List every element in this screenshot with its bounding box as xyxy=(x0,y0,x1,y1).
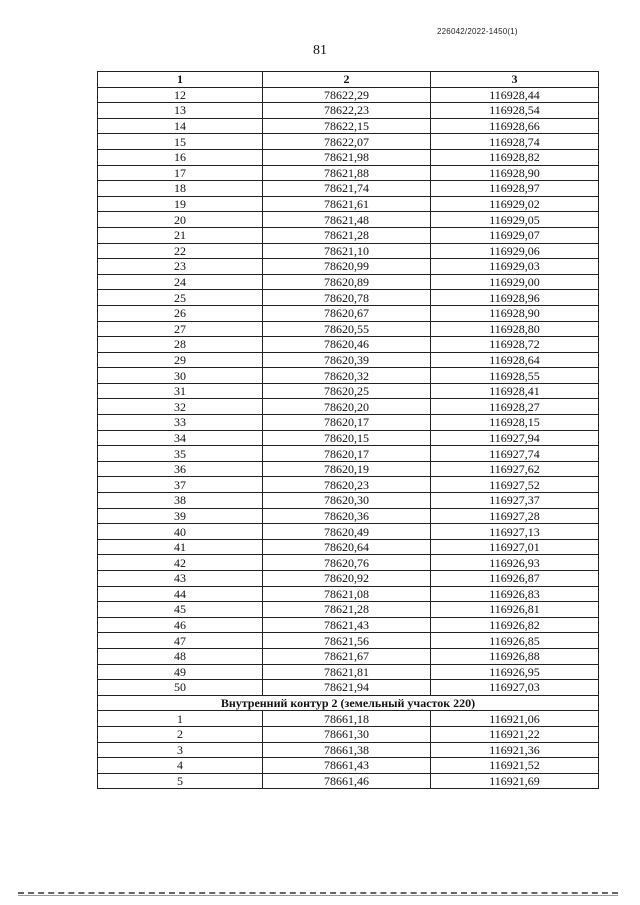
table-row xyxy=(98,227,599,243)
point-number-cell: 16 xyxy=(98,149,263,165)
x-coordinate-cell: 78621,28 xyxy=(263,602,431,618)
table-row xyxy=(98,87,599,103)
y-coordinate-cell: 116928,72 xyxy=(431,337,599,353)
column-header-point: 1 xyxy=(98,72,263,88)
point-number-cell: 48 xyxy=(98,648,263,664)
table-row xyxy=(98,648,599,664)
y-coordinate-cell: 116921,36 xyxy=(431,742,599,758)
table-row xyxy=(98,415,599,431)
y-coordinate-cell: 116929,02 xyxy=(431,196,599,212)
table-row xyxy=(98,368,599,384)
table-row xyxy=(98,742,599,758)
y-coordinate-cell: 116926,88 xyxy=(431,648,599,664)
table-row xyxy=(98,103,599,119)
y-coordinate-cell: 116927,94 xyxy=(431,430,599,446)
table-row xyxy=(98,305,599,321)
point-number-cell: 50 xyxy=(98,680,263,696)
y-coordinate-cell: 116929,06 xyxy=(431,243,599,259)
table-row xyxy=(98,711,599,727)
table-row xyxy=(98,493,599,509)
y-coordinate-cell: 116926,87 xyxy=(431,571,599,587)
x-coordinate-cell: 78620,17 xyxy=(263,446,431,462)
x-coordinate-cell: 78620,78 xyxy=(263,290,431,306)
y-coordinate-cell: 116928,66 xyxy=(431,118,599,134)
y-coordinate-cell: 116928,82 xyxy=(431,149,599,165)
table-row xyxy=(98,196,599,212)
column-header-y: 3 xyxy=(431,72,599,88)
x-coordinate-cell: 78620,64 xyxy=(263,539,431,555)
point-number-cell: 25 xyxy=(98,290,263,306)
y-coordinate-cell: 116921,22 xyxy=(431,726,599,742)
x-coordinate-cell: 78661,18 xyxy=(263,711,431,727)
table-row xyxy=(98,243,599,259)
x-coordinate-cell: 78621,74 xyxy=(263,181,431,197)
x-coordinate-cell: 78621,94 xyxy=(263,680,431,696)
point-number-cell: 34 xyxy=(98,430,263,446)
point-number-cell: 31 xyxy=(98,383,263,399)
y-coordinate-cell: 116927,37 xyxy=(431,493,599,509)
table-row xyxy=(98,602,599,618)
point-number-cell: 35 xyxy=(98,446,263,462)
point-number-cell: 44 xyxy=(98,586,263,602)
x-coordinate-cell: 78622,23 xyxy=(263,103,431,119)
point-number-cell: 47 xyxy=(98,633,263,649)
point-number-cell: 29 xyxy=(98,352,263,368)
y-coordinate-cell: 116928,90 xyxy=(431,305,599,321)
table-row xyxy=(98,680,599,696)
x-coordinate-cell: 78620,32 xyxy=(263,368,431,384)
point-number-cell: 3 xyxy=(98,742,263,758)
point-number-cell: 39 xyxy=(98,508,263,524)
y-coordinate-cell: 116926,82 xyxy=(431,617,599,633)
x-coordinate-cell: 78620,20 xyxy=(263,399,431,415)
point-number-cell: 49 xyxy=(98,664,263,680)
y-coordinate-cell: 116927,52 xyxy=(431,477,599,493)
y-coordinate-cell: 116927,03 xyxy=(431,680,599,696)
point-number-cell: 46 xyxy=(98,617,263,633)
x-coordinate-cell: 78620,25 xyxy=(263,383,431,399)
table-row xyxy=(98,758,599,774)
document-number: 226042/2022-1450(1) xyxy=(437,27,518,36)
x-coordinate-cell: 78622,15 xyxy=(263,118,431,134)
point-number-cell: 30 xyxy=(98,368,263,384)
point-number-cell: 20 xyxy=(98,212,263,228)
table-row xyxy=(98,274,599,290)
x-coordinate-cell: 78621,48 xyxy=(263,212,431,228)
x-coordinate-cell: 78620,39 xyxy=(263,352,431,368)
coordinates-table xyxy=(97,71,599,789)
x-coordinate-cell: 78620,23 xyxy=(263,477,431,493)
y-coordinate-cell: 116926,85 xyxy=(431,633,599,649)
y-coordinate-cell: 116921,06 xyxy=(431,711,599,727)
point-number-cell: 27 xyxy=(98,321,263,337)
x-coordinate-cell: 78620,92 xyxy=(263,571,431,587)
x-coordinate-cell: 78620,89 xyxy=(263,274,431,290)
point-number-cell: 33 xyxy=(98,415,263,431)
table-row xyxy=(98,134,599,150)
point-number-cell: 42 xyxy=(98,555,263,571)
y-coordinate-cell: 116926,93 xyxy=(431,555,599,571)
point-number-cell: 41 xyxy=(98,539,263,555)
x-coordinate-cell: 78620,55 xyxy=(263,321,431,337)
x-coordinate-cell: 78620,49 xyxy=(263,524,431,540)
table-row xyxy=(98,399,599,415)
table-row xyxy=(98,352,599,368)
table-row xyxy=(98,524,599,540)
table-row xyxy=(98,664,599,680)
y-coordinate-cell: 116928,97 xyxy=(431,181,599,197)
x-coordinate-cell: 78621,98 xyxy=(263,149,431,165)
x-coordinate-cell: 78621,43 xyxy=(263,617,431,633)
point-number-cell: 43 xyxy=(98,571,263,587)
point-number-cell: 32 xyxy=(98,399,263,415)
x-coordinate-cell: 78620,99 xyxy=(263,259,431,275)
point-number-cell: 45 xyxy=(98,602,263,618)
table-body xyxy=(98,87,599,789)
table-row xyxy=(98,633,599,649)
header-row xyxy=(98,72,599,88)
y-coordinate-cell: 116926,81 xyxy=(431,602,599,618)
point-number-cell: 37 xyxy=(98,477,263,493)
point-number-cell: 14 xyxy=(98,118,263,134)
y-coordinate-cell: 116926,83 xyxy=(431,586,599,602)
table-row xyxy=(98,212,599,228)
x-coordinate-cell: 78621,81 xyxy=(263,664,431,680)
x-coordinate-cell: 78661,30 xyxy=(263,726,431,742)
point-number-cell: 12 xyxy=(98,87,263,103)
x-coordinate-cell: 78622,29 xyxy=(263,87,431,103)
x-coordinate-cell: 78621,56 xyxy=(263,633,431,649)
x-coordinate-cell: 78620,17 xyxy=(263,415,431,431)
section-title: Внутренний контур 2 (земельный участок 220) xyxy=(98,695,599,711)
point-number-cell: 24 xyxy=(98,274,263,290)
point-number-cell: 40 xyxy=(98,524,263,540)
y-coordinate-cell: 116927,28 xyxy=(431,508,599,524)
y-coordinate-cell: 116929,03 xyxy=(431,259,599,275)
y-coordinate-cell: 116929,00 xyxy=(431,274,599,290)
x-coordinate-cell: 78621,08 xyxy=(263,586,431,602)
table-row xyxy=(98,383,599,399)
point-number-cell: 15 xyxy=(98,134,263,150)
footer-divider xyxy=(18,892,618,894)
table-row xyxy=(98,508,599,524)
y-coordinate-cell: 116928,41 xyxy=(431,383,599,399)
y-coordinate-cell: 116928,44 xyxy=(431,87,599,103)
table-row xyxy=(98,290,599,306)
point-number-cell: 19 xyxy=(98,196,263,212)
x-coordinate-cell: 78620,76 xyxy=(263,555,431,571)
x-coordinate-cell: 78661,38 xyxy=(263,742,431,758)
y-coordinate-cell: 116929,07 xyxy=(431,227,599,243)
table-row xyxy=(98,165,599,181)
x-coordinate-cell: 78620,30 xyxy=(263,493,431,509)
x-coordinate-cell: 78621,28 xyxy=(263,227,431,243)
point-number-cell: 2 xyxy=(98,726,263,742)
x-coordinate-cell: 78661,43 xyxy=(263,758,431,774)
table-row xyxy=(98,617,599,633)
y-coordinate-cell: 116928,55 xyxy=(431,368,599,384)
footer-divider-thin xyxy=(18,895,618,896)
table-row xyxy=(98,555,599,571)
column-header-x: 2 xyxy=(263,72,431,88)
x-coordinate-cell: 78620,46 xyxy=(263,337,431,353)
table-row xyxy=(98,149,599,165)
point-number-cell: 38 xyxy=(98,493,263,509)
y-coordinate-cell: 116928,64 xyxy=(431,352,599,368)
y-coordinate-cell: 116928,90 xyxy=(431,165,599,181)
x-coordinate-cell: 78620,19 xyxy=(263,461,431,477)
point-number-cell: 36 xyxy=(98,461,263,477)
y-coordinate-cell: 116928,15 xyxy=(431,415,599,431)
y-coordinate-cell: 116928,96 xyxy=(431,290,599,306)
x-coordinate-cell: 78620,15 xyxy=(263,430,431,446)
section-row xyxy=(98,695,599,711)
point-number-cell: 22 xyxy=(98,243,263,259)
table-row xyxy=(98,461,599,477)
table-row xyxy=(98,446,599,462)
table-row xyxy=(98,571,599,587)
table-row xyxy=(98,259,599,275)
page-number: 81 xyxy=(313,43,327,58)
y-coordinate-cell: 116926,95 xyxy=(431,664,599,680)
table-row xyxy=(98,586,599,602)
y-coordinate-cell: 116927,62 xyxy=(431,461,599,477)
x-coordinate-cell: 78621,10 xyxy=(263,243,431,259)
point-number-cell: 13 xyxy=(98,103,263,119)
x-coordinate-cell: 78621,67 xyxy=(263,648,431,664)
point-number-cell: 23 xyxy=(98,259,263,275)
table-row xyxy=(98,773,599,789)
y-coordinate-cell: 116929,05 xyxy=(431,212,599,228)
table-row xyxy=(98,726,599,742)
table-row xyxy=(98,337,599,353)
point-number-cell: 28 xyxy=(98,337,263,353)
y-coordinate-cell: 116928,54 xyxy=(431,103,599,119)
x-coordinate-cell: 78621,61 xyxy=(263,196,431,212)
point-number-cell: 4 xyxy=(98,758,263,774)
table-header xyxy=(98,72,599,88)
point-number-cell: 18 xyxy=(98,181,263,197)
y-coordinate-cell: 116921,52 xyxy=(431,758,599,774)
x-coordinate-cell: 78622,07 xyxy=(263,134,431,150)
point-number-cell: 1 xyxy=(98,711,263,727)
y-coordinate-cell: 116928,27 xyxy=(431,399,599,415)
y-coordinate-cell: 116927,13 xyxy=(431,524,599,540)
point-number-cell: 5 xyxy=(98,773,263,789)
x-coordinate-cell: 78620,36 xyxy=(263,508,431,524)
y-coordinate-cell: 116927,74 xyxy=(431,446,599,462)
point-number-cell: 21 xyxy=(98,227,263,243)
x-coordinate-cell: 78621,88 xyxy=(263,165,431,181)
table-row xyxy=(98,539,599,555)
table-row xyxy=(98,181,599,197)
x-coordinate-cell: 78661,46 xyxy=(263,773,431,789)
y-coordinate-cell: 116928,80 xyxy=(431,321,599,337)
y-coordinate-cell: 116921,69 xyxy=(431,773,599,789)
table-row xyxy=(98,430,599,446)
point-number-cell: 17 xyxy=(98,165,263,181)
table-row xyxy=(98,477,599,493)
point-number-cell: 26 xyxy=(98,305,263,321)
y-coordinate-cell: 116928,74 xyxy=(431,134,599,150)
table-row xyxy=(98,118,599,134)
x-coordinate-cell: 78620,67 xyxy=(263,305,431,321)
y-coordinate-cell: 116927,01 xyxy=(431,539,599,555)
table-row xyxy=(98,321,599,337)
